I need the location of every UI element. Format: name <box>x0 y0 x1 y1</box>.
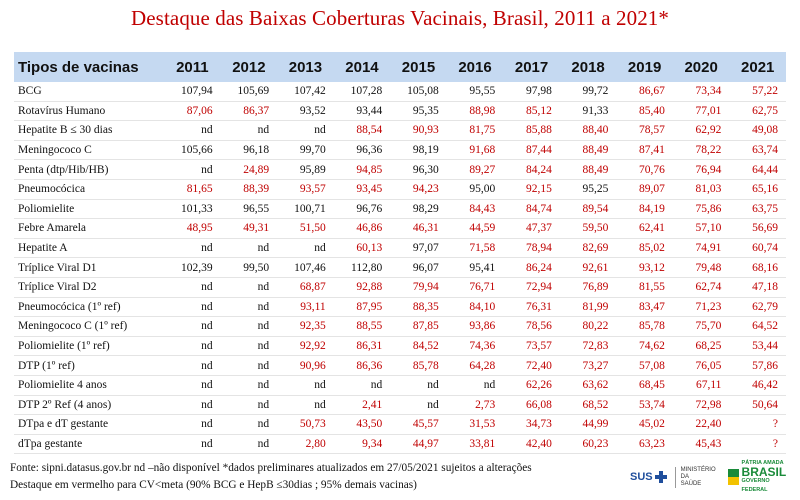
coverage-value-cell: 31,53 <box>447 415 504 435</box>
coverage-value-cell: 81,75 <box>447 121 504 141</box>
coverage-value-cell: 84,10 <box>447 297 504 317</box>
coverage-value-cell: 34,73 <box>503 415 560 435</box>
column-header-year: 2020 <box>673 52 730 82</box>
coverage-value-cell: 87,95 <box>334 297 391 317</box>
coverage-value-cell: ? <box>729 434 786 454</box>
vaccine-name-cell: Poliomielite 4 anos <box>14 375 164 395</box>
vaccine-name-cell: Penta (dtp/Hib/HB) <box>14 160 164 180</box>
coverage-value-cell: nd <box>221 395 278 415</box>
coverage-value-cell: nd <box>334 375 391 395</box>
coverage-value-cell: 102,39 <box>164 258 221 278</box>
coverage-value-cell: 87,41 <box>616 140 673 160</box>
brasil-small-text-2: GOVERNO FEDERAL <box>741 478 770 493</box>
coverage-value-cell: 63,74 <box>729 140 786 160</box>
coverage-value-cell: nd <box>447 375 504 395</box>
coverage-value-cell: 44,97 <box>390 434 447 454</box>
sus-logo <box>630 471 667 483</box>
coverage-value-cell: 93,57 <box>277 179 334 199</box>
coverage-value-cell: 60,13 <box>334 238 391 258</box>
column-header-year: 2011 <box>164 52 221 82</box>
coverage-value-cell: 95,25 <box>560 179 617 199</box>
coverage-value-cell: nd <box>164 415 221 435</box>
coverage-value-cell: 2,80 <box>277 434 334 454</box>
coverage-value-cell: 85,78 <box>390 356 447 376</box>
coverage-value-cell: 24,89 <box>221 160 278 180</box>
ministry-line2: SAÚDE <box>680 480 702 487</box>
coverage-value-cell: 96,30 <box>390 160 447 180</box>
coverage-value-cell: nd <box>221 375 278 395</box>
coverage-value-cell: 79,94 <box>390 277 447 297</box>
vaccine-name-cell: DTP 2º Ref (4 anos) <box>14 395 164 415</box>
coverage-value-cell: 86,67 <box>616 82 673 101</box>
coverage-value-cell: 105,08 <box>390 82 447 101</box>
coverage-value-cell: 81,03 <box>673 179 730 199</box>
coverage-value-cell: nd <box>221 121 278 141</box>
coverage-value-cell: nd <box>221 238 278 258</box>
table-row <box>14 82 786 101</box>
coverage-value-cell: 57,08 <box>616 356 673 376</box>
coverage-value-cell: 95,89 <box>277 160 334 180</box>
coverage-value-cell: 68,87 <box>277 277 334 297</box>
coverage-value-cell: 72,98 <box>673 395 730 415</box>
coverage-value-cell: 93,45 <box>334 179 391 199</box>
coverage-value-cell: 64,52 <box>729 317 786 337</box>
column-header-year: 2015 <box>390 52 447 82</box>
coverage-value-cell: 71,23 <box>673 297 730 317</box>
coverage-value-cell: 74,62 <box>616 336 673 356</box>
coverage-value-cell: 74,91 <box>673 238 730 258</box>
coverage-value-cell: ? <box>729 415 786 435</box>
coverage-value-cell: 70,76 <box>616 160 673 180</box>
coverage-value-cell: 81,99 <box>560 297 617 317</box>
coverage-value-cell: 96,07 <box>390 258 447 278</box>
coverage-value-cell: 43,50 <box>334 415 391 435</box>
coverage-value-cell: 96,36 <box>334 140 391 160</box>
coverage-value-cell: 87,85 <box>390 317 447 337</box>
coverage-value-cell: 48,95 <box>164 219 221 239</box>
coverage-value-cell: 68,45 <box>616 375 673 395</box>
table-row <box>14 317 786 337</box>
coverage-value-cell: nd <box>390 395 447 415</box>
vaccine-name-cell: Hepatite A <box>14 238 164 258</box>
coverage-value-cell: 63,75 <box>729 199 786 219</box>
coverage-value-cell: 53,74 <box>616 395 673 415</box>
coverage-value-cell: nd <box>164 375 221 395</box>
coverage-value-cell: 85,88 <box>503 121 560 141</box>
coverage-value-cell: 63,62 <box>560 375 617 395</box>
coverage-value-cell: 107,46 <box>277 258 334 278</box>
table-header-row <box>14 52 786 82</box>
sus-logo-text: SUS <box>630 471 653 483</box>
table-row <box>14 434 786 454</box>
coverage-value-cell: 84,74 <box>503 199 560 219</box>
coverage-value-cell: 92,88 <box>334 277 391 297</box>
coverage-value-cell: nd <box>277 238 334 258</box>
government-logos <box>630 462 790 492</box>
coverage-value-cell: 99,70 <box>277 140 334 160</box>
coverage-value-cell: 88,54 <box>334 121 391 141</box>
coverage-value-cell: 42,40 <box>503 434 560 454</box>
coverage-value-cell: 93,86 <box>447 317 504 337</box>
vaccine-name-cell: Hepatite B ≤ 30 dias <box>14 121 164 141</box>
table-row <box>14 121 786 141</box>
coverage-value-cell: nd <box>390 375 447 395</box>
coverage-value-cell: 97,07 <box>390 238 447 258</box>
column-header-vaccine-type: Tipos de vacinas <box>14 52 164 82</box>
coverage-value-cell: 96,18 <box>221 140 278 160</box>
footnote-highlight-note: Destaque em vermelho para CV<meta (90% BCG e HepB ≤30dias ; 95% demais vacinas) <box>10 479 417 491</box>
flag-icon <box>728 469 738 485</box>
coverage-value-cell: 94,85 <box>334 160 391 180</box>
coverage-value-cell: nd <box>164 160 221 180</box>
coverage-value-cell: 93,52 <box>277 101 334 121</box>
coverage-value-cell: 76,71 <box>447 277 504 297</box>
coverage-value-cell: 68,16 <box>729 258 786 278</box>
coverage-value-cell: 88,98 <box>447 101 504 121</box>
coverage-value-cell: 81,65 <box>164 179 221 199</box>
table-row <box>14 258 786 278</box>
column-header-year: 2019 <box>616 52 673 82</box>
coverage-value-cell: nd <box>221 297 278 317</box>
coverage-value-cell: 99,72 <box>560 82 617 101</box>
coverage-value-cell: 22,40 <box>673 415 730 435</box>
table-row <box>14 415 786 435</box>
coverage-value-cell: 59,50 <box>560 219 617 239</box>
coverage-value-cell: 33,81 <box>447 434 504 454</box>
coverage-value-cell: 46,31 <box>390 219 447 239</box>
coverage-value-cell: 71,58 <box>447 238 504 258</box>
coverage-value-cell: 98,29 <box>390 199 447 219</box>
coverage-value-cell: 86,31 <box>334 336 391 356</box>
coverage-value-cell: 80,22 <box>560 317 617 337</box>
coverage-value-cell: nd <box>221 415 278 435</box>
coverage-value-cell: 45,02 <box>616 415 673 435</box>
column-header-year: 2013 <box>277 52 334 82</box>
brasil-small-text: PÁTRIA AMADA <box>741 460 784 466</box>
vaccine-name-cell: BCG <box>14 82 164 101</box>
coverage-value-cell: 82,69 <box>560 238 617 258</box>
vaccine-name-cell: Poliomielite (1º ref) <box>14 336 164 356</box>
coverage-value-cell: 60,74 <box>729 238 786 258</box>
coverage-value-cell: 74,36 <box>447 336 504 356</box>
coverage-value-cell: nd <box>164 121 221 141</box>
coverage-value-cell: nd <box>164 297 221 317</box>
vaccine-name-cell: DTpa e dT gestante <box>14 415 164 435</box>
coverage-value-cell: 77,01 <box>673 101 730 121</box>
coverage-value-cell: 105,69 <box>221 82 278 101</box>
coverage-value-cell: 95,41 <box>447 258 504 278</box>
coverage-value-cell: 78,22 <box>673 140 730 160</box>
coverage-value-cell: 49,08 <box>729 121 786 141</box>
coverage-value-cell: nd <box>164 434 221 454</box>
coverage-value-cell: 65,16 <box>729 179 786 199</box>
vaccine-name-cell: Pneumocócica <box>14 179 164 199</box>
vaccine-name-cell: Meningococo C (1º ref) <box>14 317 164 337</box>
table-row <box>14 277 786 297</box>
table-body <box>14 82 786 454</box>
coverage-value-cell: 73,57 <box>503 336 560 356</box>
coverage-value-cell: 94,23 <box>390 179 447 199</box>
coverage-value-cell: nd <box>164 277 221 297</box>
coverage-value-cell: 68,52 <box>560 395 617 415</box>
coverage-value-cell: nd <box>164 395 221 415</box>
table-row <box>14 140 786 160</box>
table-row <box>14 336 786 356</box>
vaccine-name-cell: Febre Amarela <box>14 219 164 239</box>
page-title: Destaque das Baixas Coberturas Vacinais, Brasil, 2011 a 2021* <box>131 6 669 30</box>
coverage-value-cell: 95,35 <box>390 101 447 121</box>
coverage-value-cell: 45,43 <box>673 434 730 454</box>
coverage-value-cell: 75,70 <box>673 317 730 337</box>
coverage-value-cell: 57,10 <box>673 219 730 239</box>
footnote-source: Fonte: sipni.datasus.gov.br nd –não disponível *dados preliminares atualizados em 27/05/2021 sujeitos a alterações <box>10 462 532 474</box>
coverage-value-cell: 79,48 <box>673 258 730 278</box>
coverage-value-cell: 2,73 <box>447 395 504 415</box>
plus-cross-icon <box>655 471 667 483</box>
coverage-value-cell: 78,94 <box>503 238 560 258</box>
coverage-value-cell: 92,15 <box>503 179 560 199</box>
coverage-value-cell: 85,40 <box>616 101 673 121</box>
coverage-value-cell: 89,07 <box>616 179 673 199</box>
vaccine-name-cell: DTP (1º ref) <box>14 356 164 376</box>
coverage-value-cell: 47,18 <box>729 277 786 297</box>
table-row <box>14 179 786 199</box>
vaccine-coverage-table <box>14 52 786 454</box>
coverage-value-cell: 90,96 <box>277 356 334 376</box>
coverage-value-cell: 85,12 <box>503 101 560 121</box>
coverage-value-cell: 72,94 <box>503 277 560 297</box>
table-row <box>14 160 786 180</box>
coverage-value-cell: 64,44 <box>729 160 786 180</box>
coverage-value-cell: 91,68 <box>447 140 504 160</box>
column-header-year: 2016 <box>447 52 504 82</box>
vaccine-name-cell: Tríplice Viral D1 <box>14 258 164 278</box>
coverage-value-cell: 66,08 <box>503 395 560 415</box>
coverage-value-cell: 86,37 <box>221 101 278 121</box>
coverage-value-cell: 81,55 <box>616 277 673 297</box>
coverage-value-cell: 46,42 <box>729 375 786 395</box>
coverage-value-cell: 98,19 <box>390 140 447 160</box>
coverage-value-cell: 88,49 <box>560 160 617 180</box>
coverage-value-cell: 73,27 <box>560 356 617 376</box>
coverage-value-cell: 44,99 <box>560 415 617 435</box>
coverage-value-cell: nd <box>221 336 278 356</box>
vaccine-name-cell: Pneumocócica (1º ref) <box>14 297 164 317</box>
coverage-value-cell: 97,98 <box>503 82 560 101</box>
coverage-value-cell: 84,52 <box>390 336 447 356</box>
coverage-value-cell: nd <box>164 317 221 337</box>
table-row <box>14 356 786 376</box>
column-header-year: 2021 <box>729 52 786 82</box>
coverage-value-cell: nd <box>221 277 278 297</box>
coverage-value-cell: 93,44 <box>334 101 391 121</box>
coverage-value-cell: 105,66 <box>164 140 221 160</box>
coverage-value-cell: 57,86 <box>729 356 786 376</box>
coverage-value-cell: 90,93 <box>390 121 447 141</box>
coverage-value-cell: 92,61 <box>560 258 617 278</box>
coverage-value-cell: nd <box>221 356 278 376</box>
coverage-value-cell: 76,89 <box>560 277 617 297</box>
coverage-value-cell: 95,00 <box>447 179 504 199</box>
coverage-value-cell: 96,76 <box>334 199 391 219</box>
coverage-value-cell: 88,39 <box>221 179 278 199</box>
coverage-value-cell: 88,35 <box>390 297 447 317</box>
coverage-value-cell: 67,11 <box>673 375 730 395</box>
vaccine-name-cell: Meningococo C <box>14 140 164 160</box>
coverage-value-cell: nd <box>277 121 334 141</box>
coverage-value-cell: 76,05 <box>673 356 730 376</box>
coverage-value-cell: 83,47 <box>616 297 673 317</box>
coverage-value-cell: 72,83 <box>560 336 617 356</box>
coverage-value-cell: 96,55 <box>221 199 278 219</box>
column-header-year: 2014 <box>334 52 391 82</box>
coverage-value-cell: 84,19 <box>616 199 673 219</box>
coverage-value-cell: 56,69 <box>729 219 786 239</box>
table-row <box>14 375 786 395</box>
vaccine-name-cell: Tríplice Viral D2 <box>14 277 164 297</box>
coverage-value-cell: 84,24 <box>503 160 560 180</box>
coverage-value-cell: 85,78 <box>616 317 673 337</box>
coverage-value-cell: 89,27 <box>447 160 504 180</box>
column-header-year: 2012 <box>221 52 278 82</box>
coverage-value-cell: 47,37 <box>503 219 560 239</box>
coverage-value-cell: 2,41 <box>334 395 391 415</box>
coverage-value-cell: 87,44 <box>503 140 560 160</box>
coverage-value-cell: nd <box>277 375 334 395</box>
column-header-year: 2017 <box>503 52 560 82</box>
ministry-of-health-logo <box>675 467 720 488</box>
coverage-value-cell: 87,06 <box>164 101 221 121</box>
coverage-value-cell: 86,24 <box>503 258 560 278</box>
coverage-value-cell: 107,42 <box>277 82 334 101</box>
coverage-value-cell: 91,33 <box>560 101 617 121</box>
ministry-line1: MINISTÉRIO DA <box>680 466 716 480</box>
coverage-value-cell: 101,33 <box>164 199 221 219</box>
column-header-year: 2018 <box>560 52 617 82</box>
coverage-value-cell: 62,79 <box>729 297 786 317</box>
coverage-value-cell: 72,40 <box>503 356 560 376</box>
vaccine-name-cell: Rotavírus Humano <box>14 101 164 121</box>
vaccine-name-cell: dTpa gestante <box>14 434 164 454</box>
coverage-value-cell: 75,86 <box>673 199 730 219</box>
table-row <box>14 101 786 121</box>
coverage-value-cell: 49,31 <box>221 219 278 239</box>
coverage-value-cell: nd <box>221 434 278 454</box>
coverage-value-cell: 100,71 <box>277 199 334 219</box>
coverage-value-cell: 45,57 <box>390 415 447 435</box>
coverage-value-cell: 60,23 <box>560 434 617 454</box>
coverage-value-cell: nd <box>164 336 221 356</box>
coverage-value-cell: 88,55 <box>334 317 391 337</box>
coverage-value-cell: 107,94 <box>164 82 221 101</box>
table-row <box>14 219 786 239</box>
coverage-value-cell: 50,73 <box>277 415 334 435</box>
coverage-value-cell: nd <box>221 317 278 337</box>
coverage-value-cell: 84,43 <box>447 199 504 219</box>
coverage-value-cell: 92,92 <box>277 336 334 356</box>
coverage-value-cell: 62,75 <box>729 101 786 121</box>
coverage-value-cell: 50,64 <box>729 395 786 415</box>
coverage-value-cell: 44,59 <box>447 219 504 239</box>
coverage-value-cell: 57,22 <box>729 82 786 101</box>
coverage-value-cell: 85,02 <box>616 238 673 258</box>
coverage-value-cell: 62,26 <box>503 375 560 395</box>
vaccine-name-cell: Poliomielite <box>14 199 164 219</box>
coverage-value-cell: 53,44 <box>729 336 786 356</box>
coverage-value-cell: 107,28 <box>334 82 391 101</box>
coverage-value-cell: 88,40 <box>560 121 617 141</box>
coverage-value-cell: 76,94 <box>673 160 730 180</box>
coverage-value-cell: 62,41 <box>616 219 673 239</box>
coverage-value-cell: 93,11 <box>277 297 334 317</box>
coverage-value-cell: nd <box>164 238 221 258</box>
coverage-value-cell: 62,74 <box>673 277 730 297</box>
coverage-value-cell: 76,31 <box>503 297 560 317</box>
table-row <box>14 199 786 219</box>
coverage-value-cell: nd <box>164 356 221 376</box>
table-row <box>14 297 786 317</box>
coverage-value-cell: 95,55 <box>447 82 504 101</box>
table-row <box>14 395 786 415</box>
coverage-value-cell: 99,50 <box>221 258 278 278</box>
coverage-value-cell: 88,49 <box>560 140 617 160</box>
brasil-big-text: BRASIL <box>741 465 787 479</box>
coverage-value-cell: 51,50 <box>277 219 334 239</box>
coverage-value-cell: 112,80 <box>334 258 391 278</box>
coverage-value-cell: 89,54 <box>560 199 617 219</box>
brasil-government-logo <box>728 459 790 495</box>
coverage-value-cell: 92,35 <box>277 317 334 337</box>
coverage-value-cell: 73,34 <box>673 82 730 101</box>
coverage-value-cell: nd <box>277 395 334 415</box>
coverage-value-cell: 93,12 <box>616 258 673 278</box>
table-row <box>14 238 786 258</box>
coverage-value-cell: 78,57 <box>616 121 673 141</box>
coverage-value-cell: 78,56 <box>503 317 560 337</box>
coverage-value-cell: 68,25 <box>673 336 730 356</box>
coverage-value-cell: 64,28 <box>447 356 504 376</box>
coverage-value-cell: 63,23 <box>616 434 673 454</box>
coverage-value-cell: 9,34 <box>334 434 391 454</box>
coverage-value-cell: 46,86 <box>334 219 391 239</box>
coverage-value-cell: 62,92 <box>673 121 730 141</box>
coverage-value-cell: 86,36 <box>334 356 391 376</box>
